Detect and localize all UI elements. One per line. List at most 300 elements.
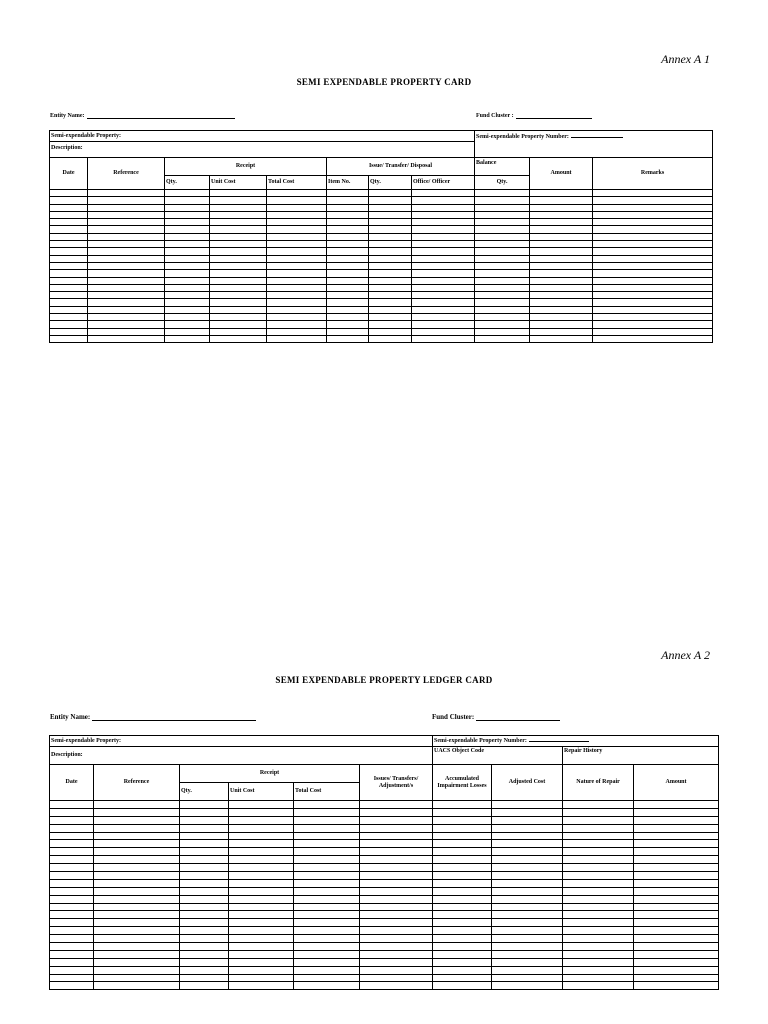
card1-table-cell[interactable] [267,321,327,328]
card2-table-cell[interactable] [294,856,360,864]
card2-table-cell[interactable] [229,864,294,872]
card1-table-cell[interactable] [165,262,210,269]
card2-table-cell[interactable] [634,801,719,809]
card2-table-cell[interactable] [492,816,563,824]
card1-table-cell[interactable] [593,190,713,197]
card2-table-cell[interactable] [180,950,229,958]
card2-table-cell[interactable] [563,903,634,911]
card2-table-cell[interactable] [433,982,492,990]
card1-table-cell[interactable] [88,270,165,277]
card2-table-cell[interactable] [563,927,634,935]
card2-table-cell[interactable] [229,943,294,951]
card2-table-cell[interactable] [433,832,492,840]
card2-table-cell[interactable] [492,935,563,943]
card1-table-cell[interactable] [50,277,88,284]
card2-table-cell[interactable] [563,832,634,840]
card2-table-cell[interactable] [50,943,94,951]
card2-table-cell[interactable] [50,848,94,856]
card2-table-cell[interactable] [94,895,180,903]
card2-table-cell[interactable] [563,848,634,856]
card2-table-cell[interactable] [492,848,563,856]
card1-table-cell[interactable] [210,328,267,335]
card1-table-cell[interactable] [475,292,530,299]
card2-table-cell[interactable] [180,848,229,856]
card2-table-cell[interactable] [433,966,492,974]
card1-table-cell[interactable] [50,314,88,321]
card2-table-cell[interactable] [294,974,360,982]
card2-table-cell[interactable] [360,974,433,982]
card1-table-cell[interactable] [593,204,713,211]
card1-table-cell[interactable] [88,321,165,328]
card2-table-cell[interactable] [433,808,492,816]
card2-table-cell[interactable] [563,919,634,927]
card1-table-cell[interactable] [165,190,210,197]
card2-table-cell[interactable] [492,801,563,809]
card1-table-cell[interactable] [369,328,412,335]
card1-table-cell[interactable] [327,292,369,299]
card1-table-cell[interactable] [530,284,593,291]
card1-table-cell[interactable] [475,321,530,328]
card2-table-cell[interactable] [94,919,180,927]
card2-table-cell[interactable] [563,911,634,919]
card2-table-cell[interactable] [433,935,492,943]
card2-table-cell[interactable] [50,974,94,982]
card2-table-cell[interactable] [229,982,294,990]
card1-table-cell[interactable] [369,284,412,291]
card1-table-cell[interactable] [327,262,369,269]
card2-table-cell[interactable] [50,879,94,887]
card1-table-cell[interactable] [165,233,210,240]
card1-table-cell[interactable] [210,284,267,291]
card1-table-cell[interactable] [210,292,267,299]
card2-table-cell[interactable] [433,895,492,903]
card1-table-cell[interactable] [369,241,412,248]
card1-table-cell[interactable] [530,321,593,328]
card1-table-cell[interactable] [88,335,165,342]
card2-table-cell[interactable] [229,966,294,974]
card1-table-cell[interactable] [327,241,369,248]
card2-table-cell[interactable] [360,832,433,840]
card1-table-cell[interactable] [369,190,412,197]
card2-table-cell[interactable] [180,856,229,864]
card2-table-cell[interactable] [492,958,563,966]
card1-table-cell[interactable] [165,314,210,321]
card1-table-cell[interactable] [593,335,713,342]
card1-table-cell[interactable] [327,226,369,233]
card2-table-cell[interactable] [180,966,229,974]
card2-table-cell[interactable] [94,832,180,840]
card1-table-cell[interactable] [530,204,593,211]
card1-table-cell[interactable] [50,219,88,226]
card2-table-cell[interactable] [563,801,634,809]
card2-table-cell[interactable] [492,840,563,848]
card1-table-cell[interactable] [210,277,267,284]
card2-table-cell[interactable] [229,879,294,887]
card1-table-cell[interactable] [530,211,593,218]
card1-table-cell[interactable] [327,219,369,226]
card1-table-cell[interactable] [327,211,369,218]
card2-table-cell[interactable] [50,935,94,943]
card1-table-cell[interactable] [88,292,165,299]
card1-table-cell[interactable] [88,284,165,291]
card2-table-cell[interactable] [492,872,563,880]
card2-table-cell[interactable] [563,816,634,824]
card1-table-cell[interactable] [50,233,88,240]
card2-table-cell[interactable] [563,879,634,887]
card2-table-cell[interactable] [634,816,719,824]
card1-table-cell[interactable] [475,314,530,321]
card1-table-cell[interactable] [267,328,327,335]
card1-table-cell[interactable] [267,314,327,321]
card2-repair-history-cell[interactable] [563,747,719,765]
card1-table-cell[interactable] [593,328,713,335]
card1-table-cell[interactable] [210,226,267,233]
card1-table-cell[interactable] [412,197,475,204]
card1-table-cell[interactable] [530,270,593,277]
card2-table-cell[interactable] [229,903,294,911]
card2-table-cell[interactable] [634,824,719,832]
card1-table-cell[interactable] [267,284,327,291]
card1-table-cell[interactable] [165,292,210,299]
card2-table-cell[interactable] [180,840,229,848]
card2-table-cell[interactable] [360,911,433,919]
card1-table-cell[interactable] [50,255,88,262]
card2-table-cell[interactable] [180,935,229,943]
card2-table-cell[interactable] [94,935,180,943]
card2-table-cell[interactable] [294,950,360,958]
card2-table-cell[interactable] [229,950,294,958]
card2-table-cell[interactable] [492,943,563,951]
card2-table-cell[interactable] [294,887,360,895]
card1-table-cell[interactable] [165,321,210,328]
card1-table-cell[interactable] [412,233,475,240]
card1-table-cell[interactable] [475,270,530,277]
card1-table-cell[interactable] [267,226,327,233]
card2-table-cell[interactable] [50,887,94,895]
card1-table-cell[interactable] [210,255,267,262]
card2-table-cell[interactable] [492,895,563,903]
card1-fund-cluster-line[interactable] [516,113,592,119]
card2-table-cell[interactable] [433,872,492,880]
card1-table-cell[interactable] [210,211,267,218]
card2-table-cell[interactable] [180,919,229,927]
card1-table-cell[interactable] [475,190,530,197]
card2-table-cell[interactable] [94,958,180,966]
card1-table-cell[interactable] [530,292,593,299]
card1-table-cell[interactable] [412,306,475,313]
card2-table-cell[interactable] [229,895,294,903]
card1-table-cell[interactable] [50,190,88,197]
card2-table-cell[interactable] [563,824,634,832]
card2-table-cell[interactable] [634,966,719,974]
card1-table-cell[interactable] [88,255,165,262]
card2-table-cell[interactable] [360,966,433,974]
card2-table-cell[interactable] [94,950,180,958]
card2-table-cell[interactable] [634,864,719,872]
card1-table-cell[interactable] [530,277,593,284]
card2-table-cell[interactable] [50,950,94,958]
card2-table-cell[interactable] [94,927,180,935]
card1-table-cell[interactable] [210,262,267,269]
card2-table-cell[interactable] [433,927,492,935]
card2-table-cell[interactable] [360,879,433,887]
card2-table-cell[interactable] [50,801,94,809]
card1-table-cell[interactable] [210,306,267,313]
card1-table-cell[interactable] [593,306,713,313]
card1-table-cell[interactable] [165,219,210,226]
card2-table-cell[interactable] [360,864,433,872]
card2-table-cell[interactable] [294,808,360,816]
card1-table-cell[interactable] [50,321,88,328]
card1-table-cell[interactable] [50,262,88,269]
card2-table-cell[interactable] [229,887,294,895]
card1-table-cell[interactable] [165,241,210,248]
card1-table-cell[interactable] [88,314,165,321]
card1-table-cell[interactable] [267,299,327,306]
card2-table-cell[interactable] [229,872,294,880]
card2-table-cell[interactable] [229,808,294,816]
card1-table-cell[interactable] [88,277,165,284]
card2-table-cell[interactable] [94,840,180,848]
card1-table-cell[interactable] [593,219,713,226]
card2-table-cell[interactable] [180,808,229,816]
card2-table-cell[interactable] [360,816,433,824]
card1-table-cell[interactable] [369,226,412,233]
card2-table-cell[interactable] [634,911,719,919]
card2-table-cell[interactable] [50,808,94,816]
card2-table-cell[interactable] [433,856,492,864]
card2-table-cell[interactable] [634,895,719,903]
card1-table-cell[interactable] [412,292,475,299]
card2-table-cell[interactable] [433,840,492,848]
card1-table-cell[interactable] [412,226,475,233]
card1-table-cell[interactable] [50,270,88,277]
card2-table-cell[interactable] [492,911,563,919]
card2-table-cell[interactable] [94,848,180,856]
card2-table-cell[interactable] [433,950,492,958]
card1-table-cell[interactable] [267,233,327,240]
card2-table-cell[interactable] [634,958,719,966]
card2-table-cell[interactable] [94,982,180,990]
card1-table-cell[interactable] [50,211,88,218]
card1-table-cell[interactable] [88,306,165,313]
card1-table-cell[interactable] [327,306,369,313]
card1-table-cell[interactable] [530,306,593,313]
card1-table-cell[interactable] [210,197,267,204]
card2-table-cell[interactable] [94,856,180,864]
card1-table-cell[interactable] [369,306,412,313]
card2-table-cell[interactable] [563,935,634,943]
card1-table-cell[interactable] [369,277,412,284]
card2-table-cell[interactable] [180,982,229,990]
card2-table-cell[interactable] [492,974,563,982]
card2-table-cell[interactable] [50,958,94,966]
card1-table-cell[interactable] [267,262,327,269]
card2-table-cell[interactable] [50,840,94,848]
card1-table-cell[interactable] [327,314,369,321]
card2-table-cell[interactable] [94,864,180,872]
card1-table-cell[interactable] [327,197,369,204]
card1-table-cell[interactable] [50,241,88,248]
card1-table-cell[interactable] [88,219,165,226]
card1-table-cell[interactable] [369,211,412,218]
card1-table-cell[interactable] [88,299,165,306]
card1-table-cell[interactable] [165,270,210,277]
card2-table-cell[interactable] [563,840,634,848]
card1-table-cell[interactable] [327,321,369,328]
card2-table-cell[interactable] [180,801,229,809]
card2-table-cell[interactable] [634,872,719,880]
card2-table-cell[interactable] [94,911,180,919]
card2-table-cell[interactable] [563,958,634,966]
card1-table-cell[interactable] [88,248,165,255]
card2-table-cell[interactable] [360,824,433,832]
card1-table-cell[interactable] [165,277,210,284]
card2-table-cell[interactable] [229,927,294,935]
card2-table-cell[interactable] [563,974,634,982]
card1-table-cell[interactable] [369,270,412,277]
card2-table-cell[interactable] [50,895,94,903]
card1-table-cell[interactable] [267,270,327,277]
card1-table-cell[interactable] [327,255,369,262]
card1-table-cell[interactable] [165,335,210,342]
card1-table-cell[interactable] [267,197,327,204]
card1-table-cell[interactable] [475,211,530,218]
card1-table-cell[interactable] [327,277,369,284]
card2-table-cell[interactable] [229,856,294,864]
card1-table-cell[interactable] [530,314,593,321]
card1-table-cell[interactable] [88,328,165,335]
card2-table-cell[interactable] [634,832,719,840]
card1-table-cell[interactable] [475,255,530,262]
card2-table-cell[interactable] [492,824,563,832]
card2-table-cell[interactable] [94,879,180,887]
card2-table-cell[interactable] [433,816,492,824]
card1-table-cell[interactable] [50,284,88,291]
card2-table-cell[interactable] [180,974,229,982]
card1-table-cell[interactable] [88,262,165,269]
card2-table-cell[interactable] [360,808,433,816]
card1-table-cell[interactable] [165,255,210,262]
card2-table-cell[interactable] [433,887,492,895]
card2-table-cell[interactable] [563,950,634,958]
card2-table-cell[interactable] [433,974,492,982]
card2-table-cell[interactable] [563,808,634,816]
card1-table-cell[interactable] [412,299,475,306]
card2-table-cell[interactable] [94,966,180,974]
card1-table-cell[interactable] [369,248,412,255]
card2-table-cell[interactable] [294,919,360,927]
card1-table-cell[interactable] [50,335,88,342]
card2-table-cell[interactable] [360,919,433,927]
card2-table-cell[interactable] [563,856,634,864]
card1-table-cell[interactable] [412,255,475,262]
card1-table-cell[interactable] [593,284,713,291]
card1-table-cell[interactable] [327,284,369,291]
card2-table-cell[interactable] [634,974,719,982]
card1-table-cell[interactable] [50,292,88,299]
card2-table-cell[interactable] [433,824,492,832]
card2-table-cell[interactable] [50,832,94,840]
card1-table-cell[interactable] [593,211,713,218]
card1-table-cell[interactable] [267,219,327,226]
card2-table-cell[interactable] [50,856,94,864]
card1-table-cell[interactable] [88,204,165,211]
card1-table-cell[interactable] [210,321,267,328]
card2-table-cell[interactable] [50,824,94,832]
card2-table-cell[interactable] [360,927,433,935]
card1-table-cell[interactable] [88,211,165,218]
card2-table-cell[interactable] [180,903,229,911]
card1-table-cell[interactable] [369,197,412,204]
card2-table-cell[interactable] [294,816,360,824]
card1-table-cell[interactable] [412,314,475,321]
card2-table-cell[interactable] [229,911,294,919]
card2-table-cell[interactable] [634,919,719,927]
card1-table-cell[interactable] [530,233,593,240]
card1-table-cell[interactable] [165,248,210,255]
card1-table-cell[interactable] [412,335,475,342]
card2-table-cell[interactable] [634,848,719,856]
card1-table-cell[interactable] [369,314,412,321]
card2-table-cell[interactable] [294,927,360,935]
card2-table-cell[interactable] [433,801,492,809]
card2-table-cell[interactable] [360,801,433,809]
card1-table-cell[interactable] [267,241,327,248]
card1-table-cell[interactable] [593,270,713,277]
card1-table-cell[interactable] [593,197,713,204]
card2-table-cell[interactable] [229,935,294,943]
card2-description-cell[interactable] [50,747,433,765]
card1-table-cell[interactable] [88,241,165,248]
card1-table-cell[interactable] [475,299,530,306]
card2-table-cell[interactable] [50,864,94,872]
card2-table-cell[interactable] [360,840,433,848]
card1-table-cell[interactable] [475,219,530,226]
card1-table-cell[interactable] [369,204,412,211]
card1-table-cell[interactable] [369,219,412,226]
card1-table-cell[interactable] [50,197,88,204]
card1-table-cell[interactable] [50,299,88,306]
card2-table-cell[interactable] [180,887,229,895]
card2-table-cell[interactable] [180,943,229,951]
card1-table-cell[interactable] [267,335,327,342]
card1-table-cell[interactable] [50,204,88,211]
card2-table-cell[interactable] [294,895,360,903]
card1-table-cell[interactable] [412,241,475,248]
card2-table-cell[interactable] [360,943,433,951]
card1-table-cell[interactable] [593,277,713,284]
card2-table-cell[interactable] [180,958,229,966]
card2-table-cell[interactable] [294,879,360,887]
card1-table-cell[interactable] [369,335,412,342]
card1-table-cell[interactable] [327,190,369,197]
card1-table-cell[interactable] [88,197,165,204]
card2-table-cell[interactable] [94,824,180,832]
card2-table-cell[interactable] [294,848,360,856]
card2-table-cell[interactable] [94,887,180,895]
card2-table-cell[interactable] [492,927,563,935]
card2-table-cell[interactable] [294,801,360,809]
card2-table-cell[interactable] [634,927,719,935]
card1-table-cell[interactable] [593,262,713,269]
card2-table-cell[interactable] [294,982,360,990]
card1-table-cell[interactable] [530,328,593,335]
card2-table-cell[interactable] [492,887,563,895]
card2-table-cell[interactable] [433,911,492,919]
card1-table-cell[interactable] [210,299,267,306]
card1-table-cell[interactable] [412,262,475,269]
